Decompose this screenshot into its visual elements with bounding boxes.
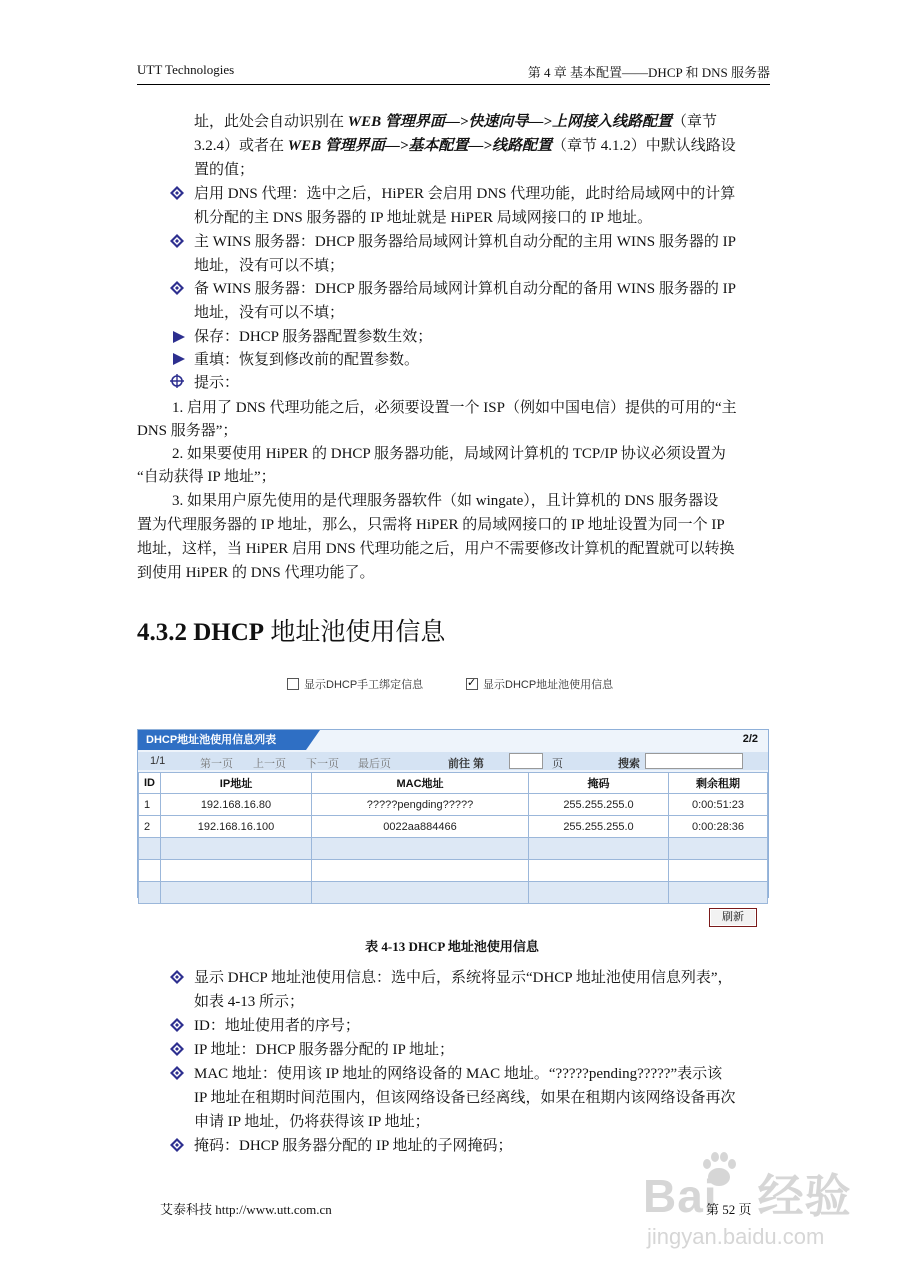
crosshair-hint-icon — [170, 374, 184, 388]
intro-line-3: 置的值； — [194, 162, 255, 178]
pool-usage-table — [138, 772, 768, 904]
prev-page-link[interactable]: 上一页 — [253, 758, 286, 770]
table-row: 2 192.168.16.100 0022aa884466 255.255.255.0 0:00:28:36 — [139, 816, 768, 838]
goto-page-input[interactable] — [509, 753, 543, 769]
desc-show-pool-1: 显示 DHCP 地址池使用信息：选中后，系统将显示“DHCP 地址池使用信息列表”， — [194, 970, 733, 986]
col-lease: 剩余租期 — [669, 773, 768, 794]
diamond-bullet-icon — [170, 970, 184, 984]
static-binding-checkbox[interactable] — [287, 678, 299, 690]
desc-mac-3: 申请 IP 地址，仍将获得该 IP 地址； — [194, 1114, 430, 1130]
bullet-dns-proxy-1: 启用 DNS 代理：选中之后，HiPER 会启用 DNS 代理功能，此时给局域网中的计算 — [194, 186, 736, 202]
note-2-line-1: 2. 如果要使用 HiPER 的 DHCP 服务器功能，局域网计算机的 TCP/IP 协议必须设置为 — [172, 446, 726, 462]
baidu-watermark — [643, 1150, 873, 1260]
diamond-bullet-icon — [170, 186, 184, 200]
desc-mask: 掩码：DHCP 服务器分配的 IP 地址的子网掩码； — [194, 1138, 513, 1154]
table-row: 1 192.168.16.80 ?????pengding????? 255.255.255.0 0:00:51:23 — [139, 794, 768, 816]
footer-page-number: 第 52 页 — [706, 1202, 752, 1217]
option-show-pool-usage[interactable]: ✓ 显示DHCP地址池使用信息 — [466, 676, 613, 692]
refresh-button[interactable]: 刷新 — [709, 908, 757, 927]
hint-label: 提示： — [194, 375, 240, 391]
bullet-wins-primary-1: 主 WINS 服务器：DHCP 服务器给局域网计算机自动分配的主用 WINS 服务器的 IP — [194, 234, 736, 250]
intro-line-2: 3.2.4）或者在 WEB 管理界面—>基本配置—>线路配置（章节 4.1.2）中默认线路设 — [194, 138, 736, 154]
bullet-wins-backup-1: 备 WINS 服务器：DHCP 服务器给局域网计算机自动分配的备用 WINS 服务器的 IP — [194, 281, 736, 297]
desc-mac-1: MAC 地址：使用该 IP 地址的网络设备的 MAC 地址。“?????pending?????”表示该 — [194, 1066, 723, 1082]
diamond-bullet-icon — [170, 1018, 184, 1032]
note-1-line-1: 1. 启用了 DNS 代理功能之后，必须要设置一个 ISP（例如中国电信）提供的可用的“主 — [172, 400, 737, 416]
pool-usage-checkbox[interactable] — [466, 678, 478, 690]
col-mac: MAC地址 — [312, 773, 529, 794]
pagination-bar — [138, 752, 768, 770]
page-count: 2/2 — [742, 733, 758, 745]
table-row-empty — [139, 838, 768, 860]
note-3-line-2: 置为代理服务器的 IP 地址，那么，只需将 HiPER 的局域网接口的 IP 地址设置为同一个 IP — [137, 517, 725, 533]
diamond-bullet-icon — [170, 1066, 184, 1080]
desc-show-pool-2: 如表 4-13 所示； — [194, 994, 304, 1010]
desc-ip: IP 地址：DHCP 服务器分配的 IP 地址； — [194, 1042, 455, 1058]
note-3-line-3: 地址，这样，当 HiPER 启用 DNS 代理功能之后，用户不需要修改计算机的配置就可以转换 — [137, 541, 735, 557]
bullet-reset: 重填：恢复到修改前的配置参数。 — [194, 352, 420, 368]
note-1-line-2: DNS 服务器”； — [137, 423, 238, 439]
table-caption: 表 4-13 DHCP 地址池使用信息 — [365, 939, 539, 954]
search-label: 搜索 — [618, 758, 640, 770]
diamond-bullet-icon — [170, 281, 184, 295]
desc-id: ID：地址使用者的序号； — [194, 1018, 360, 1034]
arrow-bullet-icon — [172, 330, 186, 344]
table-row-empty — [139, 882, 768, 904]
col-ip: IP地址 — [161, 773, 312, 794]
footer-left: 艾泰科技 http://www.utt.com.cn — [160, 1202, 332, 1217]
bullet-wins-primary-2: 地址，没有可以不填； — [194, 258, 345, 274]
header-right: 第 4 章 基本配置——DHCP 和 DNS 服务器 — [527, 65, 770, 80]
last-page-link[interactable]: 最后页 — [358, 758, 391, 770]
dhcp-pool-usage-panel — [137, 729, 769, 898]
search-input[interactable] — [645, 753, 743, 769]
intro-line-1: 址，此处会自动识别在 WEB 管理界面—>快速向导—>上网接入线路配置（章节 — [194, 114, 717, 130]
page-label: 页 — [552, 758, 563, 770]
next-page-link[interactable]: 下一页 — [306, 758, 339, 770]
watermark-brand: Bai 经验 — [643, 1170, 852, 1222]
diamond-bullet-icon — [170, 1042, 184, 1056]
goto-label: 前往 第 — [448, 758, 485, 770]
bullet-save: 保存：DHCP 服务器配置参数生效； — [194, 329, 433, 345]
col-id: ID — [139, 773, 161, 794]
option-show-static-binding[interactable]: 显示DHCP手工绑定信息 — [287, 676, 423, 692]
table-row-empty — [139, 860, 768, 882]
bullet-dns-proxy-2: 机分配的主 DNS 服务器的 IP 地址就是 HiPER 局域网接口的 IP 地址。 — [194, 210, 653, 226]
desc-mac-2: IP 地址在租期时间范围内，但该网络设备已经离线，如果在租期内该网络设备再次 — [194, 1090, 736, 1106]
section-heading: 4.3.2 DHCP 地址池使用信息 — [137, 619, 446, 646]
note-2-line-2: “自动获得 IP 地址”； — [137, 469, 276, 485]
diamond-bullet-icon — [170, 234, 184, 248]
note-3-line-1: 3. 如果用户原先使用的是代理服务器软件（如 wingate），且计算机的 DNS 服务器设 — [172, 493, 719, 509]
watermark-url: jingyan.baidu.com — [647, 1224, 825, 1249]
current-page: 1/1 — [150, 755, 166, 767]
diamond-bullet-icon — [170, 1138, 184, 1152]
header-left: UTT Technologies — [137, 62, 235, 77]
header-divider — [137, 84, 770, 85]
first-page-link[interactable]: 第一页 — [200, 758, 233, 770]
arrow-bullet-icon — [172, 352, 186, 366]
panel-title: DHCP地址池使用信息列表 — [138, 730, 306, 750]
col-mask: 掩码 — [529, 773, 669, 794]
note-3-line-4: 到使用 HiPER 的 DNS 代理功能了。 — [137, 565, 375, 581]
bullet-wins-backup-2: 地址，没有可以不填； — [194, 305, 345, 321]
